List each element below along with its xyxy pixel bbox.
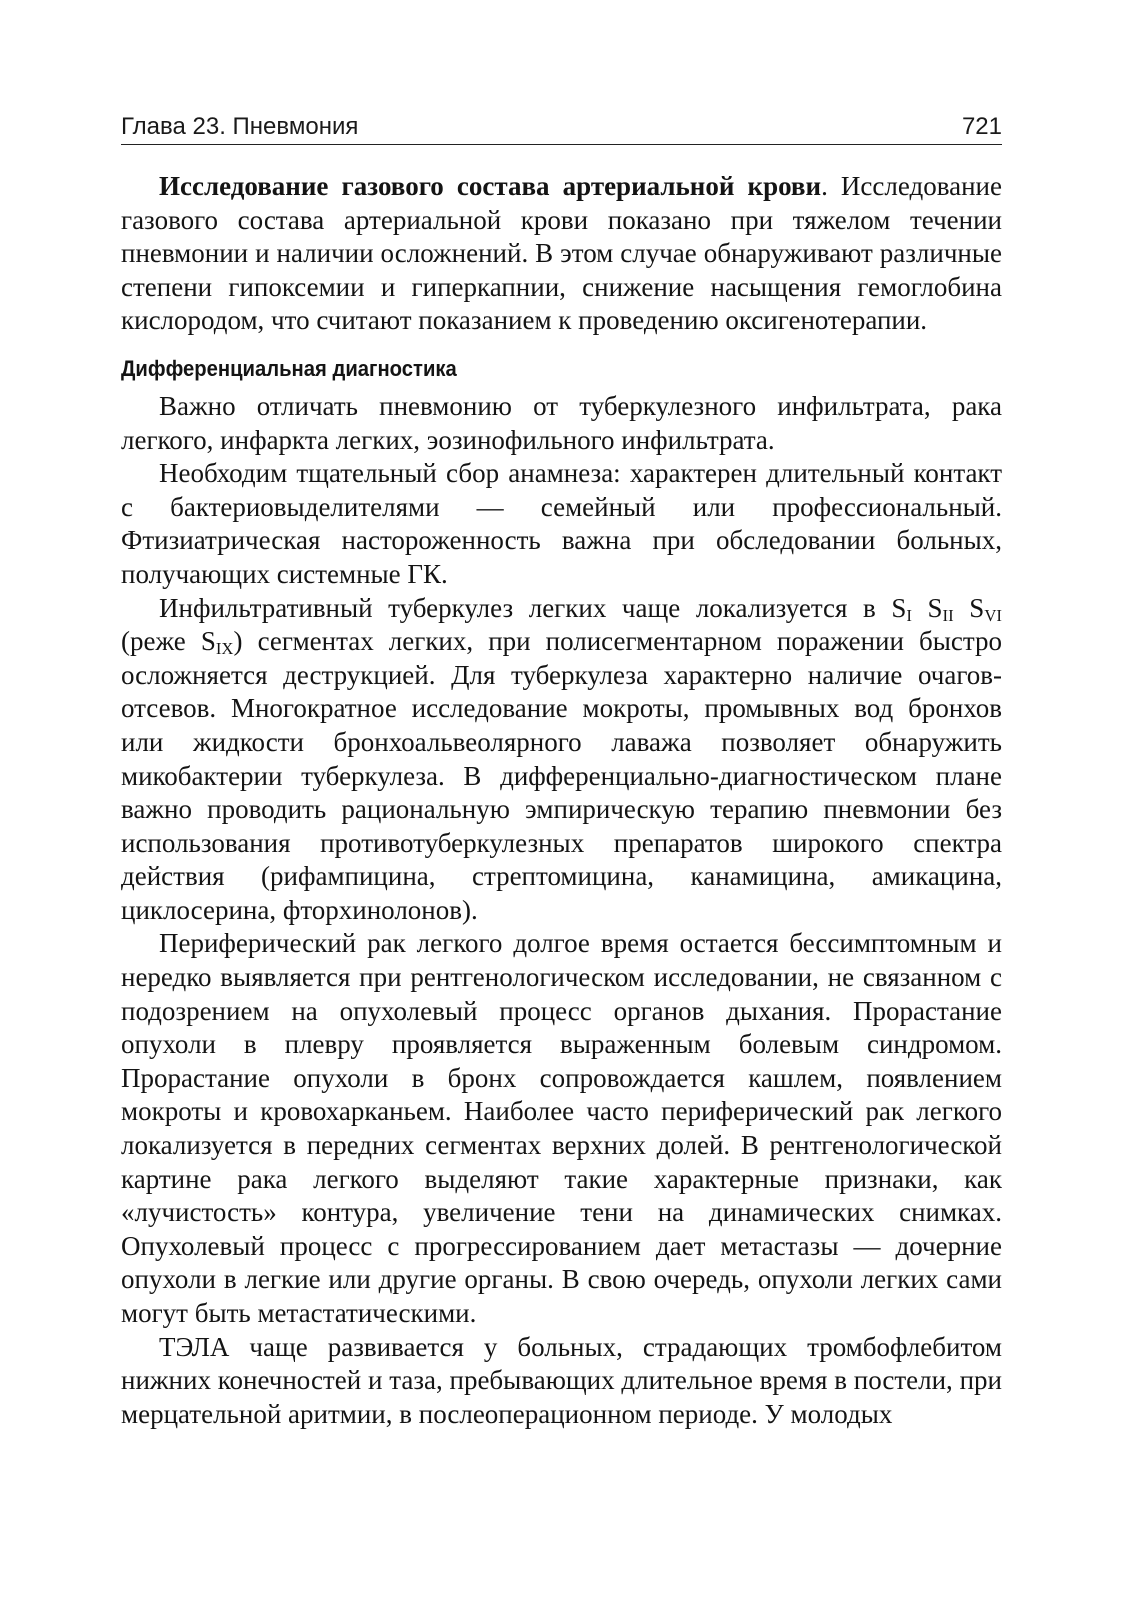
tb-text-1: Инфильтративный туберкулез легких чаще локализуется в	[159, 592, 892, 623]
segment-s9-sub: IX	[215, 639, 234, 659]
segment-s9: S	[200, 626, 216, 657]
segment-s1-sub: I	[906, 605, 912, 625]
section-heading: Дифференциальная диагностика	[121, 355, 457, 381]
blood-gas-paragraph	[121, 170, 1002, 338]
segment-s1: S	[891, 592, 907, 623]
segment-s6: S	[953, 592, 985, 623]
segment-s2: S	[911, 592, 943, 623]
blood-gas-title-punct: .	[821, 171, 828, 201]
running-header	[121, 108, 1002, 145]
chapter-title: Глава 23. Пневмония	[121, 113, 359, 140]
main-text	[121, 170, 1002, 1431]
paragraph-anamnesis: Необходим тщательный сбор анамнеза: характерен длительный контакт с бактериовыделителями — семейный или профессиональный. Фтизиатрическая настороженность важна при обследовании больных, получающих системные ГК.	[121, 458, 1002, 589]
paragraph-tuberculosis	[121, 592, 1002, 928]
segment-s2-sub: II	[942, 605, 954, 625]
segment-s6-sub: VI	[984, 605, 1002, 625]
paragraph-differential-1: Важно отличать пневмонию от туберкулезного инфильтрата, рака легкого, инфаркта легких, эозинофильного инфильтрата.	[121, 390, 1002, 455]
tb-text-2: (реже	[121, 626, 201, 657]
paragraph-lung-cancer: Периферический рак легкого долгое время остается бессимптомным и нередко выявляется при рентгенологическом исследовании, не связанном с подозрением на опухолевый процесс органов дыхания. Прорастание опухоли в плевру проявляется выраженным болевым синдромом. Прорастание опухоли в бронх сопровождается кашлем, появлением мокроты и кровохарканьем. Наиболее часто периферический рак легкого локализуется в передних сегментах верхних долей. В рентгенологической картине рака легкого выделяют такие характерные признаки, как «лучистость» контура, увеличение тени на динамических снимках. Опухолевый процесс с прогрессированием дает метастазы — дочерние опухоли в легкие или другие органы. В свою очередь, опухоли легких сами могут быть метастатическими.	[121, 928, 1002, 1328]
blood-gas-title: Исследование газового состава артериальной крови	[159, 171, 822, 201]
blood-gas-text: Исследование газового состава артериальной крови показано при тяжелом течении пневмонии и наличии осложнений. В этом случае обнаруживают различные степени гипоксемии и гиперкапнии, снижение насыщения гемоглобина кислородом, что считают показанием к проведению оксигенотерапии.	[121, 171, 1002, 336]
paragraph-pe: ТЭЛА чаще развивается у больных, страдающих тромбофлебитом нижних конечностей и таза, пребывающих длительное время в постели, при мерцательной аритмии, в послеоперационном периоде. У молодых	[121, 1331, 1002, 1429]
page-number: 721	[961, 113, 1002, 140]
tb-text-3: ) сегментах легких, при полисегментарном поражении быстро осложняется деструкцией. Для туберкулеза характерно наличие очагов-отсевов. Многократное исследование мокроты, промывных вод бронхов или жидкости бронхоальвеолярного лаважа позволяет обнаружить микобактерии туберкулеза. В дифференциально-диагностическом плане важно проводить рациональную эмпирическую терапию пневмонии без использования противотуберкулезных препаратов широкого спектра действия (рифампицина, стрептомицина, канамицина, амикацина, циклосерина, фторхинолонов).	[121, 626, 1003, 925]
